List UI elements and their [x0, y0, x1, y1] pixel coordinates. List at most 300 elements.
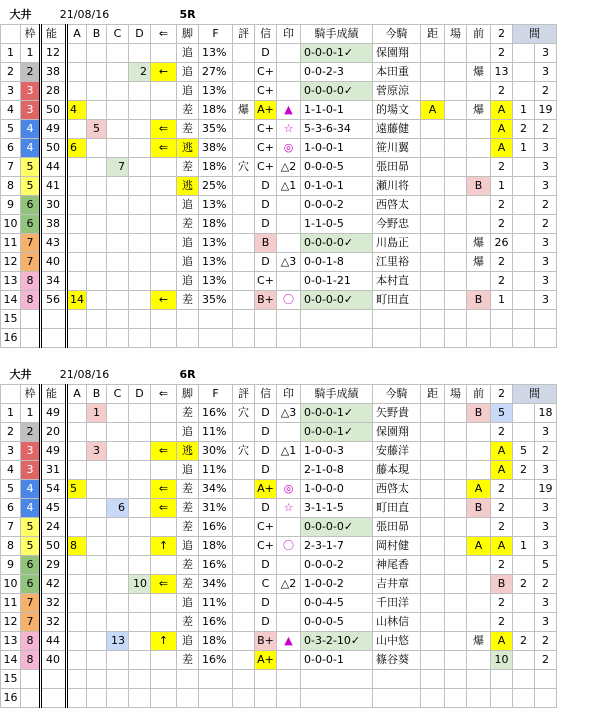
empty-cell[interactable]	[491, 689, 513, 708]
kyo-cell[interactable]	[421, 177, 445, 196]
empty-cell[interactable]	[87, 689, 107, 708]
header-cell-blank[interactable]	[1, 25, 21, 44]
rank-A-cell[interactable]: 14	[67, 291, 87, 310]
noryoku-cell[interactable]	[41, 689, 67, 708]
hyo-cell[interactable]	[233, 613, 255, 632]
race-date[interactable]: 21/08/16	[59, 8, 110, 21]
shirushi-cell[interactable]	[277, 196, 301, 215]
rank-A-cell[interactable]	[67, 442, 87, 461]
table-row[interactable]	[1, 310, 557, 329]
arrow-cell[interactable]	[151, 613, 177, 632]
f-cell[interactable]: 34%	[199, 575, 233, 594]
aida-cell[interactable]: 3	[535, 253, 557, 272]
empty-cell[interactable]	[277, 689, 301, 708]
empty-cell[interactable]	[301, 689, 373, 708]
mae-cell[interactable]	[467, 423, 491, 442]
mae-cell[interactable]	[467, 139, 491, 158]
jockey-name-cell[interactable]: 岡村健	[373, 537, 421, 556]
arrow-cell[interactable]	[151, 196, 177, 215]
shin-cell[interactable]: D	[255, 423, 277, 442]
jockey-name-cell[interactable]: 町田直	[373, 499, 421, 518]
hyo-cell[interactable]	[233, 651, 255, 670]
shirushi-cell[interactable]	[277, 651, 301, 670]
rank-B-cell[interactable]	[87, 101, 107, 120]
noryoku-cell[interactable]: 31	[41, 461, 67, 480]
aida-cell[interactable]: 3	[535, 499, 557, 518]
rank-B-cell[interactable]	[87, 158, 107, 177]
rank-B-cell[interactable]	[87, 291, 107, 310]
empty-cell[interactable]	[535, 670, 557, 689]
mae-cell[interactable]: 爆	[467, 234, 491, 253]
jockey-record-cell[interactable]: 1-1-0-5	[301, 215, 373, 234]
arrow-cell[interactable]	[151, 234, 177, 253]
table-row[interactable]	[1, 461, 557, 480]
hyo-cell[interactable]	[233, 215, 255, 234]
aida-cell[interactable]: 3	[535, 63, 557, 82]
jockey-record-cell[interactable]: 0-0-0-2	[301, 196, 373, 215]
arrow-cell[interactable]	[151, 556, 177, 575]
waku-cell[interactable]: 6	[21, 215, 41, 234]
horse-number[interactable]: 5	[1, 480, 21, 499]
kyo-cell[interactable]	[421, 234, 445, 253]
noryoku-cell[interactable]	[41, 310, 67, 329]
rank-B-cell[interactable]	[87, 177, 107, 196]
rank-D-cell[interactable]	[129, 44, 151, 63]
aida-cell[interactable]: 5	[535, 556, 557, 575]
jockey-record-cell[interactable]: 1-0-0-3	[301, 442, 373, 461]
rank-A-cell[interactable]	[67, 518, 87, 537]
header-cell[interactable]: 距	[421, 385, 445, 404]
aida-cell[interactable]: 3	[535, 44, 557, 63]
header-cell[interactable]: 場	[445, 385, 467, 404]
jockey-name-cell[interactable]: 的場文	[373, 101, 421, 120]
aida-cell[interactable]: 3	[535, 423, 557, 442]
kyaku-cell[interactable]: 追	[177, 594, 199, 613]
hyo-cell[interactable]	[233, 63, 255, 82]
hyo-cell[interactable]: 穴	[233, 158, 255, 177]
rank-C-cell[interactable]	[107, 139, 129, 158]
shin-cell[interactable]: B+	[255, 632, 277, 651]
noryoku-cell[interactable]: 50	[41, 101, 67, 120]
kyaku-cell[interactable]: 差	[177, 575, 199, 594]
aida-cell[interactable]: 2	[513, 632, 535, 651]
jockey-record-cell[interactable]: 0-0-0-0✓	[301, 518, 373, 537]
hyo-cell[interactable]: 穴	[233, 442, 255, 461]
rank-C-cell[interactable]	[107, 63, 129, 82]
table-row[interactable]	[1, 404, 557, 423]
rank-D-cell[interactable]: 2	[129, 63, 151, 82]
noryoku-cell[interactable]: 32	[41, 594, 67, 613]
kyaku-cell[interactable]: 追	[177, 461, 199, 480]
waku-cell[interactable]: 8	[21, 291, 41, 310]
empty-cell[interactable]	[467, 670, 491, 689]
noryoku-cell[interactable]: 49	[41, 442, 67, 461]
aida-cell[interactable]: 1	[513, 101, 535, 120]
horse-number[interactable]: 2	[1, 423, 21, 442]
header-cell[interactable]: 今騎	[373, 25, 421, 44]
noryoku-cell[interactable]: 42	[41, 575, 67, 594]
jockey-record-cell[interactable]: 0-0-0-5	[301, 158, 373, 177]
aida-cell-blank[interactable]	[513, 177, 535, 196]
jockey-record-cell[interactable]: 0-0-4-5	[301, 594, 373, 613]
ni-cell[interactable]: 2	[491, 499, 513, 518]
ba-cell[interactable]	[445, 556, 467, 575]
jockey-name-cell[interactable]: 本村直	[373, 272, 421, 291]
rank-D-cell[interactable]	[129, 461, 151, 480]
empty-cell[interactable]	[373, 329, 421, 348]
rank-A-cell[interactable]	[67, 272, 87, 291]
hyo-cell[interactable]	[233, 291, 255, 310]
jockey-record-cell[interactable]: 0-0-0-1✓	[301, 404, 373, 423]
rank-A-cell[interactable]	[67, 177, 87, 196]
arrow-cell[interactable]	[151, 253, 177, 272]
noryoku-cell[interactable]: 40	[41, 651, 67, 670]
header-cell[interactable]: B	[87, 385, 107, 404]
ba-cell[interactable]	[445, 253, 467, 272]
shirushi-cell[interactable]: ◎	[277, 480, 301, 499]
waku-cell[interactable]: 8	[21, 272, 41, 291]
mae-cell[interactable]: B	[467, 499, 491, 518]
empty-cell[interactable]	[445, 310, 467, 329]
kyo-cell[interactable]	[421, 442, 445, 461]
arrow-cell[interactable]	[151, 44, 177, 63]
hyo-cell[interactable]	[233, 594, 255, 613]
kyaku-cell[interactable]: 追	[177, 253, 199, 272]
header-cell[interactable]: 印	[277, 385, 301, 404]
table-row[interactable]	[1, 651, 557, 670]
rank-D-cell[interactable]	[129, 423, 151, 442]
kyaku-cell[interactable]: 差	[177, 291, 199, 310]
rank-B-cell[interactable]	[87, 63, 107, 82]
rank-A-cell[interactable]: 4	[67, 101, 87, 120]
shin-cell[interactable]: C+	[255, 63, 277, 82]
f-cell[interactable]: 13%	[199, 253, 233, 272]
table-row[interactable]	[1, 423, 557, 442]
waku-cell[interactable]: 1	[21, 404, 41, 423]
header-cell[interactable]: 能	[41, 25, 67, 44]
table-row[interactable]	[1, 518, 557, 537]
empty-cell[interactable]	[129, 329, 151, 348]
table-row[interactable]	[1, 480, 557, 499]
ni-cell[interactable]: B	[491, 575, 513, 594]
header-cell[interactable]: 枠	[21, 385, 41, 404]
aida-cell-blank[interactable]	[513, 613, 535, 632]
horse-number[interactable]: 9	[1, 196, 21, 215]
shin-cell[interactable]: C+	[255, 82, 277, 101]
ba-cell[interactable]	[445, 291, 467, 310]
kyo-cell[interactable]	[421, 404, 445, 423]
ba-cell[interactable]	[445, 518, 467, 537]
aida-cell[interactable]: 2	[513, 461, 535, 480]
empty-cell[interactable]	[151, 670, 177, 689]
kyo-cell[interactable]	[421, 632, 445, 651]
rank-A-cell[interactable]	[67, 404, 87, 423]
rank-C-cell[interactable]	[107, 44, 129, 63]
noryoku-cell[interactable]: 32	[41, 613, 67, 632]
ba-cell[interactable]	[445, 613, 467, 632]
shin-cell[interactable]: D	[255, 196, 277, 215]
shin-cell[interactable]: C+	[255, 272, 277, 291]
aida-cell[interactable]: 1	[513, 139, 535, 158]
f-cell[interactable]: 35%	[199, 120, 233, 139]
jockey-record-cell[interactable]: 3-1-1-5	[301, 499, 373, 518]
noryoku-cell[interactable]: 44	[41, 158, 67, 177]
hyo-cell[interactable]	[233, 234, 255, 253]
empty-cell[interactable]	[129, 310, 151, 329]
empty-cell[interactable]	[277, 310, 301, 329]
jockey-name-cell[interactable]: 神尾香	[373, 556, 421, 575]
rank-D-cell[interactable]	[129, 101, 151, 120]
table-row[interactable]	[1, 291, 557, 310]
aida-cell[interactable]: 3	[535, 594, 557, 613]
shin-cell[interactable]: A+	[255, 480, 277, 499]
shin-cell[interactable]: D	[255, 442, 277, 461]
rank-B-cell[interactable]	[87, 253, 107, 272]
shirushi-cell[interactable]: △2	[277, 158, 301, 177]
aida-cell[interactable]: 2	[535, 82, 557, 101]
mae-cell[interactable]	[467, 594, 491, 613]
jockey-record-cell[interactable]: 0-0-0-1✓	[301, 44, 373, 63]
empty-cell[interactable]	[467, 310, 491, 329]
noryoku-cell[interactable]: 30	[41, 196, 67, 215]
empty-cell[interactable]	[491, 329, 513, 348]
ni-cell[interactable]: A	[491, 139, 513, 158]
shirushi-cell[interactable]	[277, 272, 301, 291]
mae-cell[interactable]	[467, 613, 491, 632]
ni-cell[interactable]: 2	[491, 82, 513, 101]
header-cell[interactable]: 印	[277, 25, 301, 44]
aida-cell-blank[interactable]	[513, 63, 535, 82]
ba-cell[interactable]	[445, 594, 467, 613]
table-row[interactable]	[1, 215, 557, 234]
empty-cell[interactable]	[67, 310, 87, 329]
race-number[interactable]: 5R	[179, 8, 196, 21]
header-cell[interactable]: C	[107, 385, 129, 404]
empty-cell[interactable]	[421, 670, 445, 689]
hyo-cell[interactable]: 爆	[233, 101, 255, 120]
shirushi-cell[interactable]	[277, 518, 301, 537]
kyaku-cell[interactable]: 追	[177, 196, 199, 215]
horse-number[interactable]: 13	[1, 632, 21, 651]
rank-D-cell[interactable]	[129, 537, 151, 556]
header-cell[interactable]: ⇐	[151, 385, 177, 404]
rank-B-cell[interactable]	[87, 196, 107, 215]
rank-D-cell[interactable]	[129, 196, 151, 215]
waku-cell[interactable]: 4	[21, 139, 41, 158]
arrow-cell[interactable]	[151, 215, 177, 234]
jockey-name-cell[interactable]: 西啓太	[373, 480, 421, 499]
arrow-cell[interactable]: ←	[151, 291, 177, 310]
ba-cell[interactable]	[445, 82, 467, 101]
mae-cell[interactable]	[467, 461, 491, 480]
noryoku-cell[interactable]: 40	[41, 253, 67, 272]
horse-number[interactable]: 8	[1, 537, 21, 556]
empty-cell[interactable]	[233, 329, 255, 348]
empty-cell[interactable]	[151, 689, 177, 708]
rank-C-cell[interactable]	[107, 613, 129, 632]
arrow-cell[interactable]	[151, 101, 177, 120]
waku-cell[interactable]: 3	[21, 82, 41, 101]
jockey-record-cell[interactable]: 1-0-0-1	[301, 139, 373, 158]
empty-cell[interactable]	[535, 329, 557, 348]
rank-B-cell[interactable]	[87, 594, 107, 613]
mae-cell[interactable]	[467, 272, 491, 291]
horse-number[interactable]: 4	[1, 101, 21, 120]
header-cell[interactable]: 信	[255, 25, 277, 44]
kyaku-cell[interactable]: 追	[177, 272, 199, 291]
arrow-cell[interactable]	[151, 158, 177, 177]
shin-cell[interactable]: C+	[255, 120, 277, 139]
shirushi-cell[interactable]	[277, 556, 301, 575]
jockey-name-cell[interactable]: 山林信	[373, 613, 421, 632]
f-cell[interactable]: 30%	[199, 442, 233, 461]
horse-number[interactable]: 2	[1, 63, 21, 82]
empty-cell[interactable]	[513, 689, 535, 708]
mae-cell[interactable]: 爆	[467, 101, 491, 120]
ni-cell[interactable]: 2	[491, 480, 513, 499]
kyo-cell[interactable]	[421, 44, 445, 63]
noryoku-cell[interactable]: 45	[41, 499, 67, 518]
header-cell[interactable]: F	[199, 25, 233, 44]
waku-cell[interactable]: 1	[21, 44, 41, 63]
jockey-record-cell[interactable]: 5-3-6-34	[301, 120, 373, 139]
arrow-cell[interactable]	[151, 272, 177, 291]
hyo-cell[interactable]	[233, 556, 255, 575]
empty-cell[interactable]	[255, 329, 277, 348]
empty-cell[interactable]	[177, 689, 199, 708]
mae-cell[interactable]: B	[467, 404, 491, 423]
ba-cell[interactable]	[445, 44, 467, 63]
rank-A-cell[interactable]	[67, 499, 87, 518]
mae-cell[interactable]	[467, 120, 491, 139]
jockey-record-cell[interactable]: 1-0-0-2	[301, 575, 373, 594]
shin-cell[interactable]: A+	[255, 651, 277, 670]
shirushi-cell[interactable]	[277, 613, 301, 632]
aida-cell[interactable]: 3	[535, 272, 557, 291]
aida-cell-blank[interactable]	[513, 291, 535, 310]
jockey-record-cell[interactable]: 2-1-0-8	[301, 461, 373, 480]
race-date[interactable]: 21/08/16	[59, 368, 110, 381]
aida-cell-blank[interactable]	[513, 499, 535, 518]
table-row[interactable]	[1, 575, 557, 594]
ni-cell[interactable]: A	[491, 537, 513, 556]
f-cell[interactable]: 11%	[199, 594, 233, 613]
shin-cell[interactable]: C+	[255, 139, 277, 158]
noryoku-cell[interactable]: 38	[41, 63, 67, 82]
header-cell[interactable]: 評	[233, 25, 255, 44]
shirushi-cell[interactable]: ☆	[277, 120, 301, 139]
waku-cell[interactable]: 6	[21, 556, 41, 575]
horse-number[interactable]: 12	[1, 253, 21, 272]
ni-cell[interactable]: 1	[491, 177, 513, 196]
header-cell[interactable]: D	[129, 25, 151, 44]
rank-D-cell[interactable]	[129, 82, 151, 101]
kyaku-cell[interactable]: 差	[177, 556, 199, 575]
ba-cell[interactable]	[445, 499, 467, 518]
header-cell[interactable]: 距	[421, 25, 445, 44]
shirushi-cell[interactable]: △1	[277, 177, 301, 196]
rank-C-cell[interactable]: 6	[107, 499, 129, 518]
header-cell[interactable]: 評	[233, 385, 255, 404]
kyaku-cell[interactable]: 差	[177, 613, 199, 632]
ba-cell[interactable]	[445, 120, 467, 139]
jockey-record-cell[interactable]: 0-0-0-1✓	[301, 423, 373, 442]
noryoku-cell[interactable]: 49	[41, 120, 67, 139]
rank-D-cell[interactable]	[129, 120, 151, 139]
rank-C-cell[interactable]	[107, 594, 129, 613]
rank-D-cell[interactable]	[129, 253, 151, 272]
jockey-record-cell[interactable]: 0-1-0-1	[301, 177, 373, 196]
jockey-record-cell[interactable]: 0-0-2-3	[301, 63, 373, 82]
arrow-cell[interactable]: ⇐	[151, 480, 177, 499]
arrow-cell[interactable]: ⇐	[151, 442, 177, 461]
ni-cell[interactable]: 2	[491, 556, 513, 575]
shirushi-cell[interactable]	[277, 234, 301, 253]
arrow-cell[interactable]: ⇐	[151, 120, 177, 139]
ni-cell[interactable]: 10	[491, 651, 513, 670]
horse-number[interactable]: 9	[1, 556, 21, 575]
hyo-cell[interactable]	[233, 177, 255, 196]
mae-cell[interactable]: B	[467, 291, 491, 310]
aida2-cell[interactable]: 2	[535, 575, 557, 594]
hyo-cell[interactable]	[233, 82, 255, 101]
jockey-name-cell[interactable]: 笹川翼	[373, 139, 421, 158]
ba-cell[interactable]	[445, 632, 467, 651]
shin-cell[interactable]: C+	[255, 518, 277, 537]
kyo-cell[interactable]	[421, 196, 445, 215]
hyo-cell[interactable]: 穴	[233, 404, 255, 423]
kyaku-cell[interactable]: 差	[177, 480, 199, 499]
noryoku-cell[interactable]: 41	[41, 177, 67, 196]
shin-cell[interactable]: C	[255, 575, 277, 594]
header-cell[interactable]: 騎手成績	[301, 385, 373, 404]
waku-cell[interactable]: 6	[21, 196, 41, 215]
empty-cell[interactable]	[421, 310, 445, 329]
noryoku-cell[interactable]: 28	[41, 82, 67, 101]
f-cell[interactable]: 16%	[199, 518, 233, 537]
header-cell[interactable]: 場	[445, 25, 467, 44]
rank-A-cell[interactable]	[67, 215, 87, 234]
shirushi-cell[interactable]: ▲	[277, 632, 301, 651]
empty-cell[interactable]	[87, 310, 107, 329]
aida-cell-blank[interactable]	[513, 404, 535, 423]
rank-B-cell[interactable]: 1	[87, 404, 107, 423]
rank-D-cell[interactable]	[129, 404, 151, 423]
empty-cell[interactable]	[177, 670, 199, 689]
empty-cell[interactable]	[129, 670, 151, 689]
kyo-cell[interactable]	[421, 120, 445, 139]
table-row[interactable]	[1, 253, 557, 272]
empty-cell[interactable]	[277, 329, 301, 348]
noryoku-cell[interactable]: 56	[41, 291, 67, 310]
kyo-cell[interactable]	[421, 215, 445, 234]
mae-cell[interactable]	[467, 215, 491, 234]
empty-cell[interactable]	[301, 310, 373, 329]
kyo-cell[interactable]	[421, 158, 445, 177]
arrow-cell[interactable]	[151, 651, 177, 670]
rank-A-cell[interactable]	[67, 556, 87, 575]
aida2-cell[interactable]: 3	[535, 537, 557, 556]
horse-number[interactable]: 7	[1, 518, 21, 537]
header-cell[interactable]: 脚	[177, 385, 199, 404]
f-cell[interactable]: 18%	[199, 101, 233, 120]
rank-B-cell[interactable]	[87, 556, 107, 575]
noryoku-cell[interactable]: 24	[41, 518, 67, 537]
rank-D-cell[interactable]	[129, 518, 151, 537]
ni-cell[interactable]: A	[491, 101, 513, 120]
aida-cell[interactable]: 18	[535, 404, 557, 423]
table-row[interactable]	[1, 158, 557, 177]
